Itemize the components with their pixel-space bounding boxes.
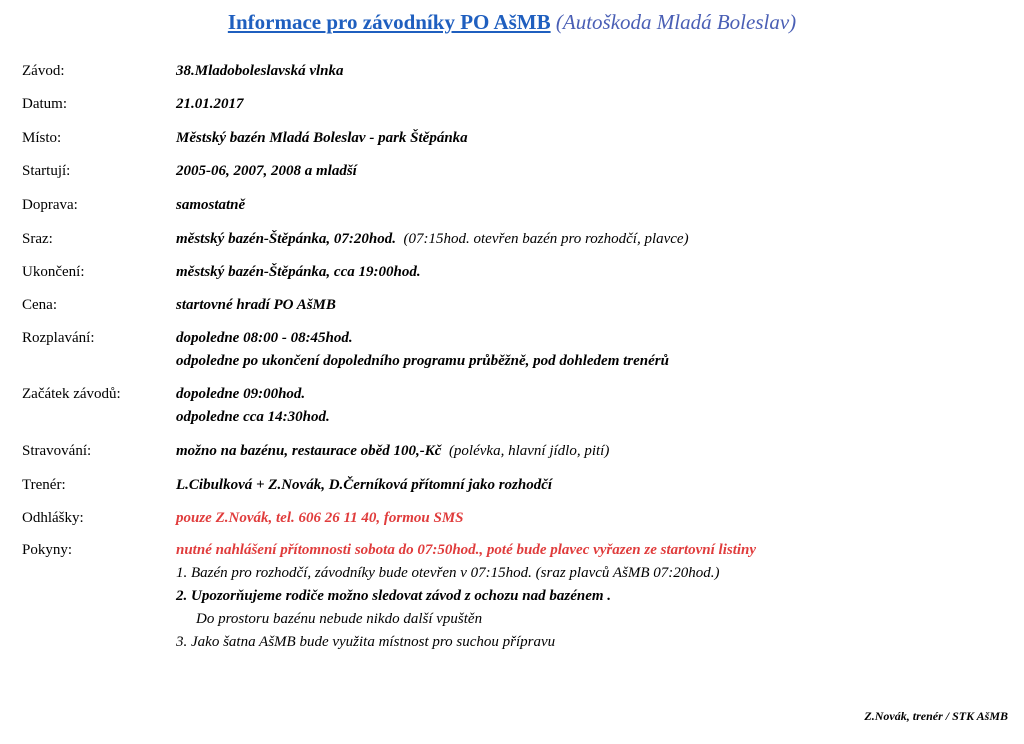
row-value: Městský bazén Mladá Boleslav - park Štěpánka xyxy=(176,130,468,146)
row-label: Místo: xyxy=(22,130,62,146)
row-value: dopoledne 08:00 - 08:45hod. xyxy=(176,330,353,346)
instruction-line: 3. Jako šatna AšMB bude využita místnost pro suchou přípravu xyxy=(176,634,556,650)
signature: Z.Novák, trenér / STK AšMB xyxy=(864,709,1008,723)
row-label: Začátek závodů: xyxy=(22,386,121,402)
row-value: 2005-06, 2007, 2008 a mladší xyxy=(176,163,357,179)
instruction-line: Do prostoru bazénu nebude nikdo další vpuštěn xyxy=(196,611,483,627)
row-value-second: odpoledne po ukončení dopoledního programu průběžně, pod dohledem trenérů xyxy=(176,353,669,369)
row-label: Cena: xyxy=(22,297,57,313)
row-label: Datum: xyxy=(22,96,67,112)
row-label: Stravování: xyxy=(22,443,92,459)
row-label: Doprava: xyxy=(22,197,78,213)
row-note: (polévka, hlavní jídlo, pití) xyxy=(448,443,610,459)
title-main: Informace pro závodníky PO AšMB xyxy=(227,10,551,34)
row-value: městský bazén-Štěpánka, 07:20hod. xyxy=(176,231,397,247)
row-label: Závod: xyxy=(22,63,65,79)
title-sub: (Autoškoda Mladá Boleslav) xyxy=(555,10,797,34)
row-label: Startují: xyxy=(22,163,71,179)
row-value: 21.01.2017 xyxy=(176,96,244,112)
row-label: Sraz: xyxy=(22,231,53,247)
row-label: Ukončení: xyxy=(22,264,85,280)
instruction-line: 1. Bazén pro rozhodčí, závodníky bude otevřen v 07:15hod. (sraz plavců AšMB 07:20hod.) xyxy=(176,565,720,581)
row-value: pouze Z.Novák, tel. 606 26 11 40, formou SMS xyxy=(176,510,464,526)
row-value-second: odpoledne cca 14:30hod. xyxy=(176,409,330,425)
row-value: 38.Mladoboleslavská vlnka xyxy=(176,63,344,79)
row-value: možno na bazénu, restaurace oběd 100,-Kč xyxy=(176,443,442,459)
row-label: Rozplavání: xyxy=(22,330,95,346)
row-label: Odhlášky: xyxy=(22,510,84,526)
page-title xyxy=(0,8,1024,36)
row-value: městský bazén-Štěpánka, cca 19:00hod. xyxy=(176,264,421,280)
instruction-line: 2. Upozorňujeme rodiče možno sledovat závod z ochozu nad bazénem . xyxy=(176,588,612,604)
row-note: (07:15hod. otevřen bazén pro rozhodčí, plavce) xyxy=(403,231,689,247)
row-value: nutné nahlášení přítomnosti sobota do 07:50hod., poté bude plavec vyřazen ze startovní listiny xyxy=(176,542,757,558)
row-label: Trenér: xyxy=(22,477,66,493)
row-value: L.Cibulková + Z.Novák, D.Černíková přítomní jako rozhodčí xyxy=(176,477,553,493)
row-value: samostatně xyxy=(176,197,246,213)
row-value: startovné hradí PO AšMB xyxy=(176,297,336,313)
row-label: Pokyny: xyxy=(22,542,73,558)
row-value: dopoledne 09:00hod. xyxy=(176,386,306,402)
